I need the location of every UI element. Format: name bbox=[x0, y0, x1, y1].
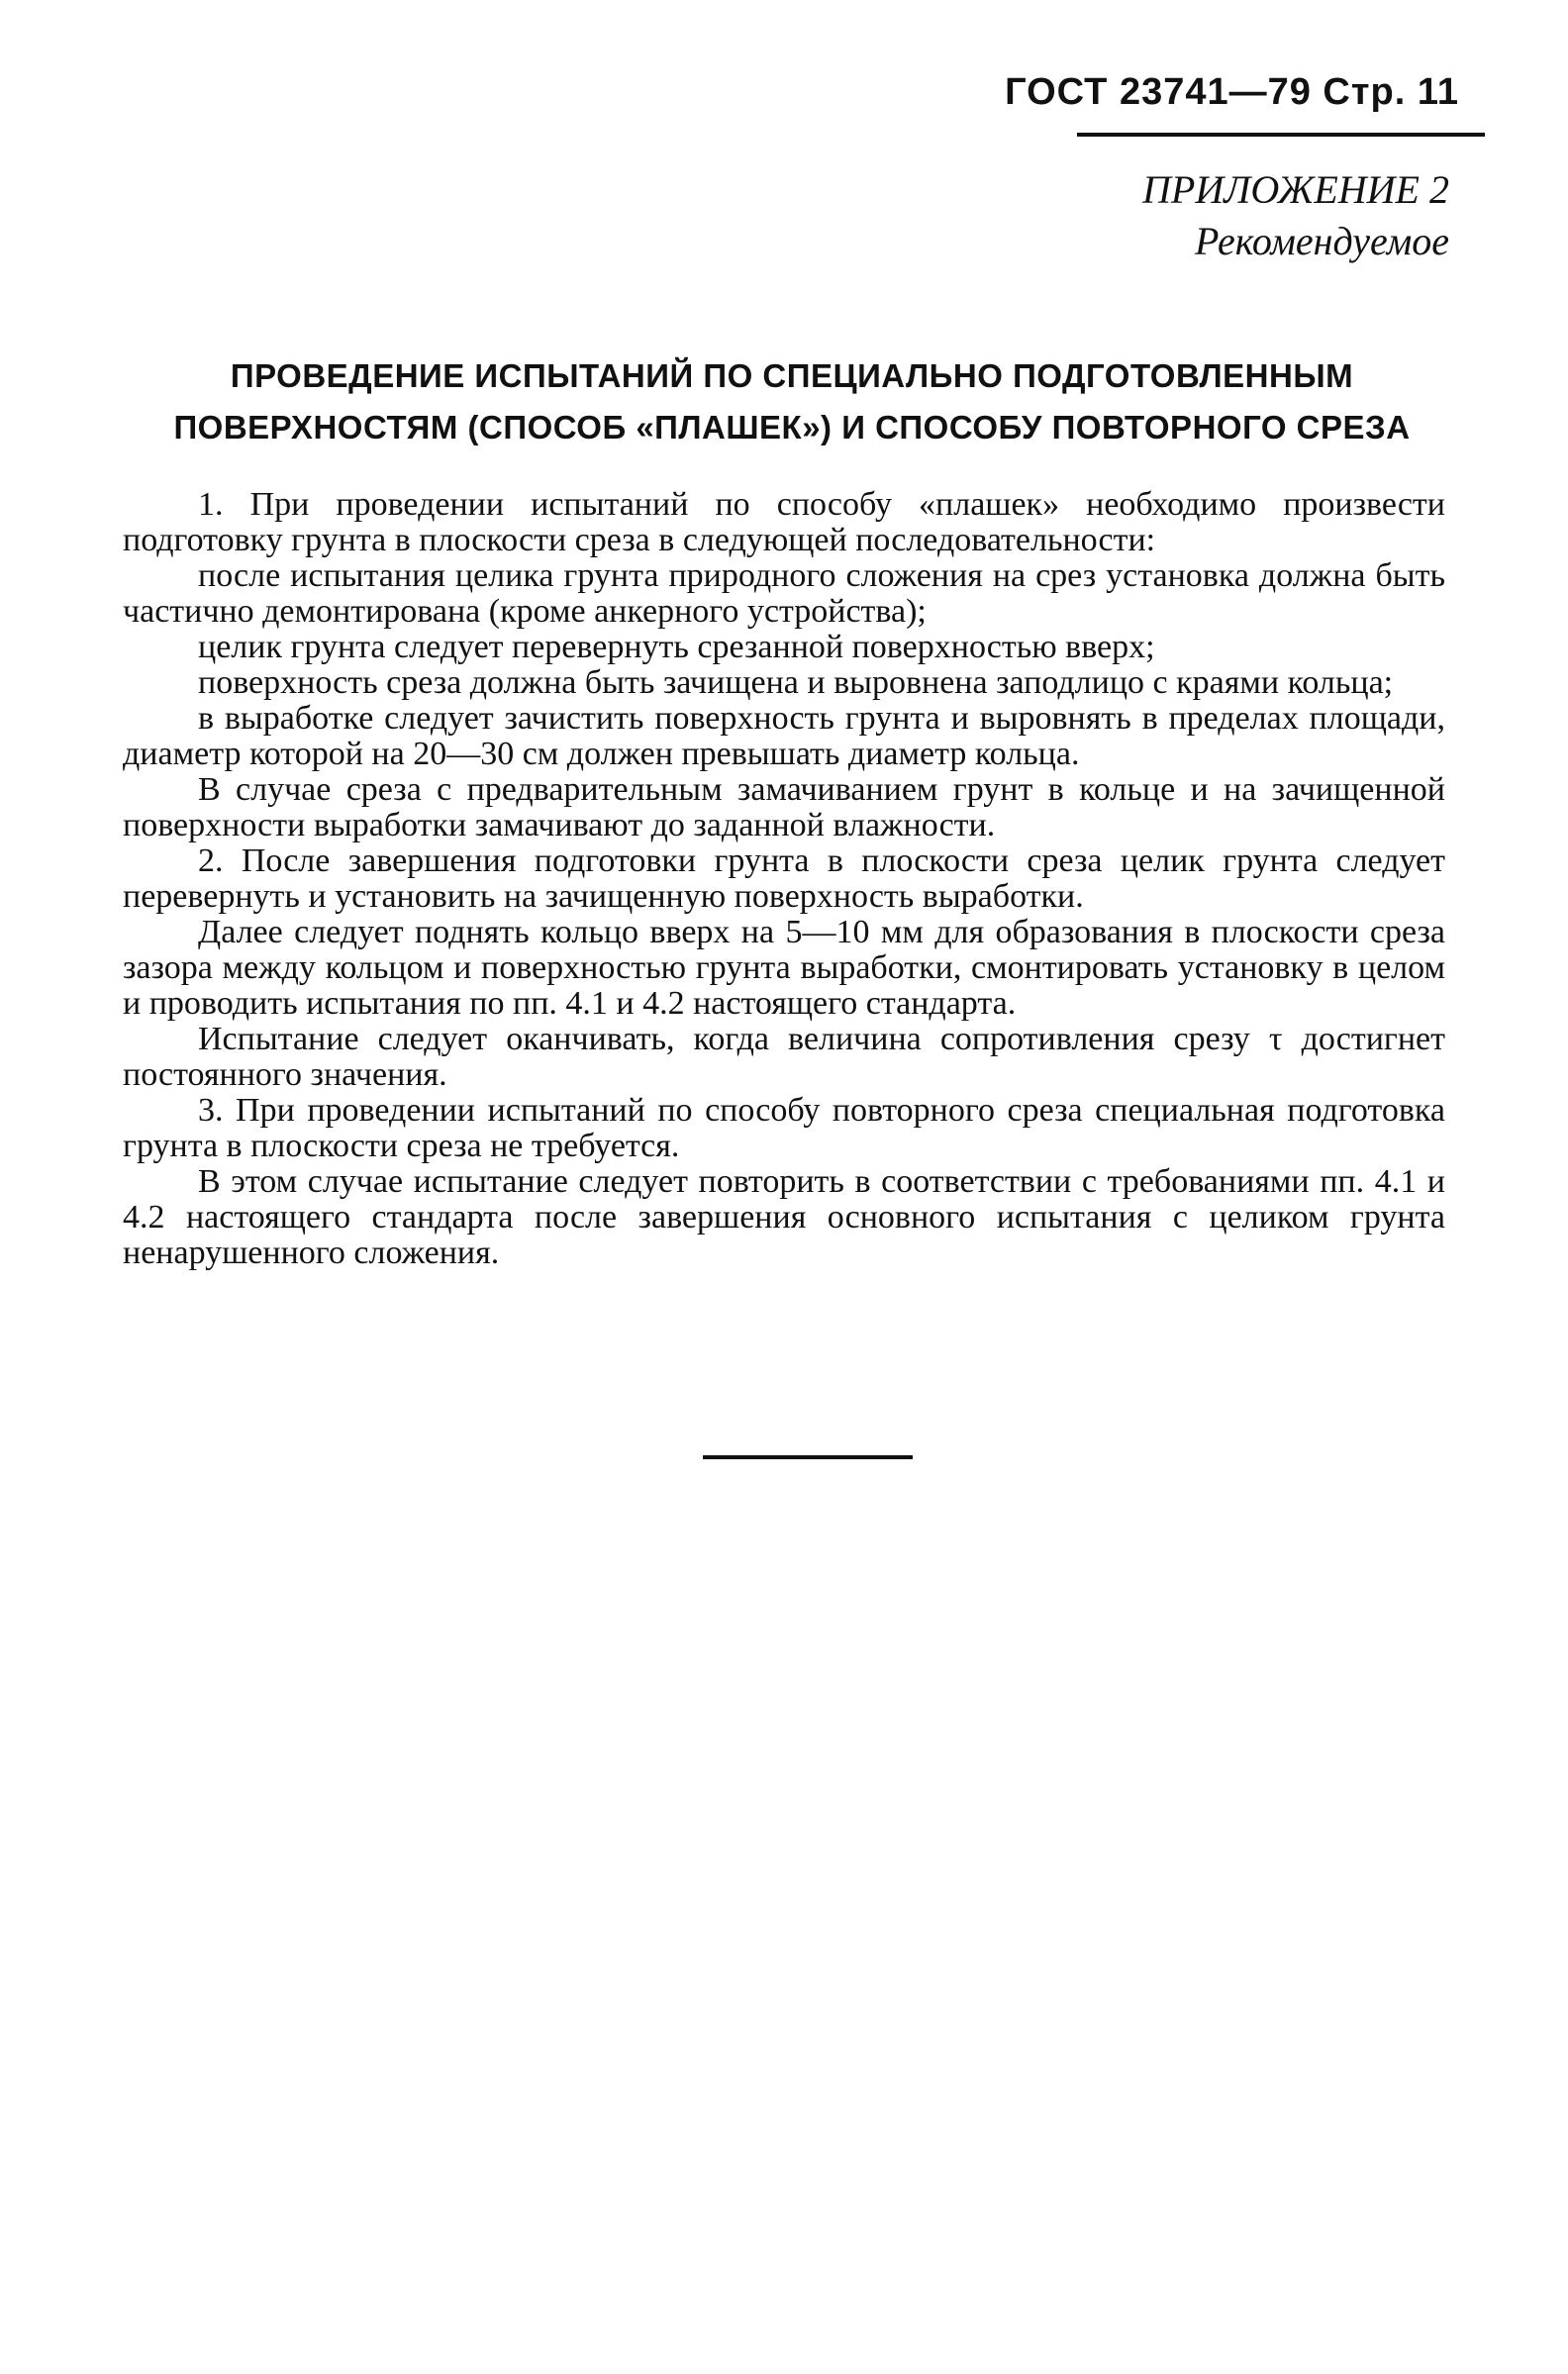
section-title-line-1: ПРОВЕДЕНИЕ ИСПЫТАНИЙ ПО СПЕЦИАЛЬНО ПОДГОТОВЛЕННЫМ bbox=[230, 357, 1354, 394]
end-divider bbox=[703, 1455, 913, 1459]
paragraph: после испытания целика грунта природного сложения на срез установка должна быть частично демонтирована (кроме анкерного устройства); bbox=[123, 557, 1445, 630]
appendix-status: Рекомендуемое bbox=[1194, 219, 1449, 263]
page-header: ГОСТ 23741—79 Стр. 11 bbox=[1005, 71, 1459, 113]
header-divider bbox=[1077, 133, 1485, 137]
paragraph: 2. После завершения подготовки грунта в плоскости среза целик грунта следует перевернуть и установить на зачищенную поверхность выработки. bbox=[123, 842, 1445, 915]
paragraph: Далее следует поднять кольцо вверх на 5—10 мм для образования в плоскости среза зазора между кольцом и поверхностью грунта выработки, смонтировать установку в целом и проводить испытания по пп. 4.1 и 4.2 настоящего стандарта. bbox=[123, 914, 1445, 1022]
paragraph: В этом случае испытание следует повторить в соответствии с требованиями пп. 4.1 и 4.2 настоящего стандарта после завершения основного испытания с целиком грунта ненарушенного сложения. bbox=[123, 1163, 1445, 1271]
paragraph: 3. При проведении испытаний по способу повторного среза специальная подготовка грунта в плоскости среза не требуется. bbox=[123, 1092, 1445, 1164]
appendix-block bbox=[1142, 164, 1449, 267]
paragraph: поверхность среза должна быть зачищена и выровнена заподлицо с краями кольца; bbox=[198, 664, 1394, 701]
body-text bbox=[123, 487, 1445, 1271]
paragraph: Испытание следует оканчивать, когда величина сопротивления срезу τ достигнет постоянного значения. bbox=[123, 1021, 1445, 1093]
section-title bbox=[119, 350, 1465, 453]
paragraph: в выработке следует зачистить поверхность грунта и выровнять в пределах площади, диаметр которой на 20—30 см должен превышать диаметр кольца. bbox=[123, 700, 1445, 772]
section-title-line-2: ПОВЕРХНОСТЯМ (СПОСОБ «ПЛАШЕК») И СПОСОБУ ПОВТОРНОГО СРЕЗА bbox=[173, 409, 1411, 445]
paragraph: 1. При проведении испытаний по способу «плашек» необходимо произвести подготовку грунта в плоскости среза в следующей последовательности: bbox=[123, 486, 1445, 558]
paragraph: целик грунта следует перевернуть срезанной поверхностью вверх; bbox=[198, 629, 1155, 665]
paragraph: В случае среза с предварительным замачиванием грунт в кольце и на зачищенной поверхности выработки замачивают до заданной влажности. bbox=[123, 771, 1445, 843]
appendix-label: ПРИЛОЖЕНИЕ 2 bbox=[1142, 167, 1449, 212]
